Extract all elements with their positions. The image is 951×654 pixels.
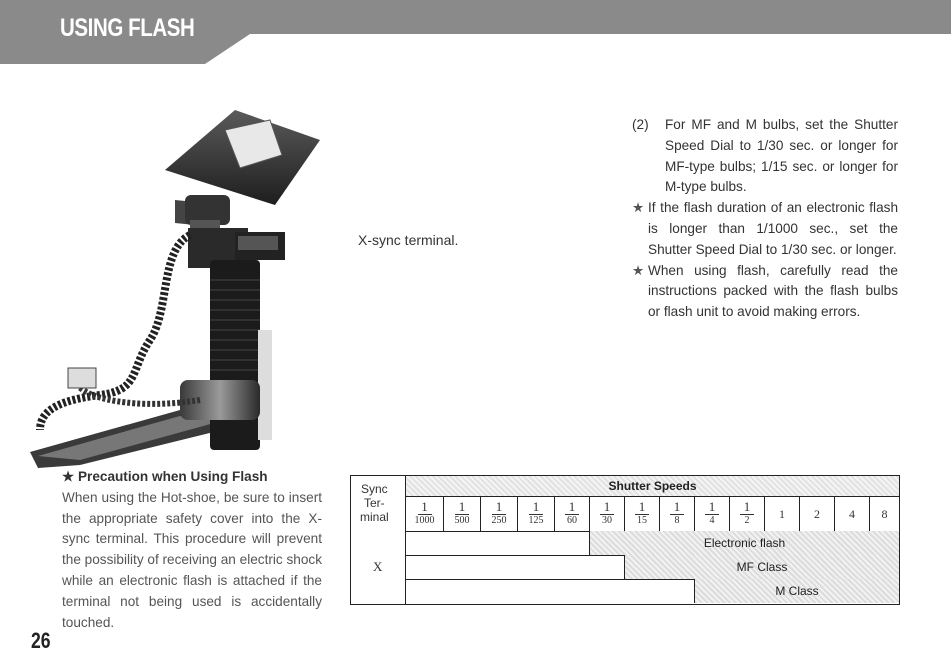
shutter-speed-fraction	[695, 500, 729, 527]
shutter-speed-fraction	[444, 500, 480, 527]
fraction-denominator: 8	[674, 515, 680, 526]
shutter-speed-cell	[729, 497, 764, 531]
note-electronic-flash-text: If the flash duration of an electronic flash is longer than 1/1000 sec., set the Shutter Speed Dial to 1/30 sec. or longer.	[648, 200, 898, 257]
precaution-title-text: Precaution when Using Flash	[77, 469, 268, 484]
fraction-denominator: 2	[744, 515, 750, 526]
fraction-denominator: 15	[637, 515, 647, 526]
sync-band	[694, 579, 899, 603]
shutter-speed-fraction	[590, 500, 624, 527]
shutter-speed-fraction	[481, 500, 517, 527]
page-title: USING FLASH	[60, 14, 195, 42]
sync-band-label: Electronic flash	[703, 536, 786, 550]
shutter-speed-fraction	[660, 500, 694, 527]
sync-terminal-header	[351, 476, 406, 531]
sync-band	[624, 555, 899, 579]
shutter-speed-value: 8	[881, 507, 888, 521]
fraction-denominator: 500	[454, 515, 470, 526]
shutter-speed-cell	[554, 497, 589, 531]
fraction-denominator: 60	[567, 515, 577, 526]
fraction-denominator: 4	[709, 515, 715, 526]
step-2	[632, 115, 898, 198]
shutter-speed-value: 2	[814, 507, 820, 521]
shutter-speed-cell	[480, 497, 517, 531]
fraction-numerator: 1	[603, 499, 611, 514]
note-read-instructions	[632, 261, 898, 323]
shutter-speed-value: 1	[779, 507, 785, 521]
sync-band	[589, 531, 899, 555]
fraction-numerator: 1	[568, 499, 576, 514]
shutter-speed-fraction	[406, 500, 443, 527]
star-icon: ★	[632, 200, 645, 216]
fraction-numerator: 1	[458, 499, 466, 514]
shutter-speed-cell	[764, 497, 799, 531]
shutter-speed-cell	[406, 497, 443, 531]
note-read-instructions-text: When using flash, carefully read the instructions packed with the flash bulbs or flash unit to avoid making errors.	[648, 262, 898, 320]
shutter-speed-cell	[589, 497, 624, 531]
instructions-column	[632, 115, 898, 323]
shutter-speed-cell	[694, 497, 729, 531]
shutter-speed-cell	[624, 497, 659, 531]
fraction-denominator: 250	[491, 515, 507, 526]
fraction-numerator: 1	[673, 499, 681, 514]
sync-band-label: MF Class	[736, 560, 788, 574]
shutter-speed-cell	[834, 497, 869, 531]
fraction-numerator: 1	[421, 499, 428, 514]
precaution-section	[62, 467, 322, 633]
xsync-caption: X-sync terminal.	[358, 232, 459, 248]
shutter-speed-fraction	[518, 500, 554, 527]
page-number: 26	[31, 628, 51, 653]
shutter-speed-cell	[799, 497, 834, 531]
shutter-speed-cell	[443, 497, 480, 531]
precaution-text: When using the Hot-shoe, be sure to insert the appropriate safety cover into the X-sync terminal. This procedure will prevent the possibility of receiving an electric shock while an electronic flash is attached if the terminal not being used is accidentally touched.	[62, 489, 322, 630]
fraction-numerator: 1	[495, 499, 503, 514]
sync-band-label: M Class	[775, 584, 819, 598]
shutter-speed-fraction	[625, 500, 659, 527]
shutter-speed-fraction	[730, 500, 764, 527]
shutter-speed-cell	[659, 497, 694, 531]
fraction-numerator: 1	[532, 499, 540, 514]
note-electronic-flash	[632, 198, 898, 260]
fraction-denominator: 30	[602, 515, 612, 526]
sync-table	[350, 475, 900, 605]
fraction-numerator: 1	[743, 499, 751, 514]
step-2-text: For MF and M bulbs, set the Shutter Speed Dial to 1/30 sec. or longer for MF-type bulbs; 1/15 sec. or longer for M-type bulbs.	[665, 117, 898, 195]
star-icon: ★	[62, 469, 75, 484]
fraction-denominator: 125	[528, 515, 544, 526]
shutter-speeds-title: Shutter Speeds	[608, 479, 697, 493]
shutter-speed-fraction	[555, 500, 589, 527]
terminal-x-cell	[351, 531, 406, 605]
fraction-numerator: 1	[708, 499, 716, 514]
shutter-speed-value: 4	[849, 507, 855, 521]
shutter-speeds-header	[406, 476, 899, 497]
shutter-speeds-row	[406, 497, 899, 531]
camera-flash-photo	[20, 110, 320, 470]
terminal-x-label: X	[373, 559, 383, 574]
shutter-speed-cell	[517, 497, 554, 531]
fraction-numerator: 1	[638, 499, 646, 514]
sync-terminal-header-text: Sync Ter- minal	[360, 482, 389, 524]
shutter-speed-cell	[869, 497, 899, 531]
star-icon: ★	[632, 262, 645, 278]
precaution-title	[62, 467, 322, 488]
step-number: (2)	[632, 117, 649, 132]
fraction-denominator: 1000	[414, 515, 435, 526]
